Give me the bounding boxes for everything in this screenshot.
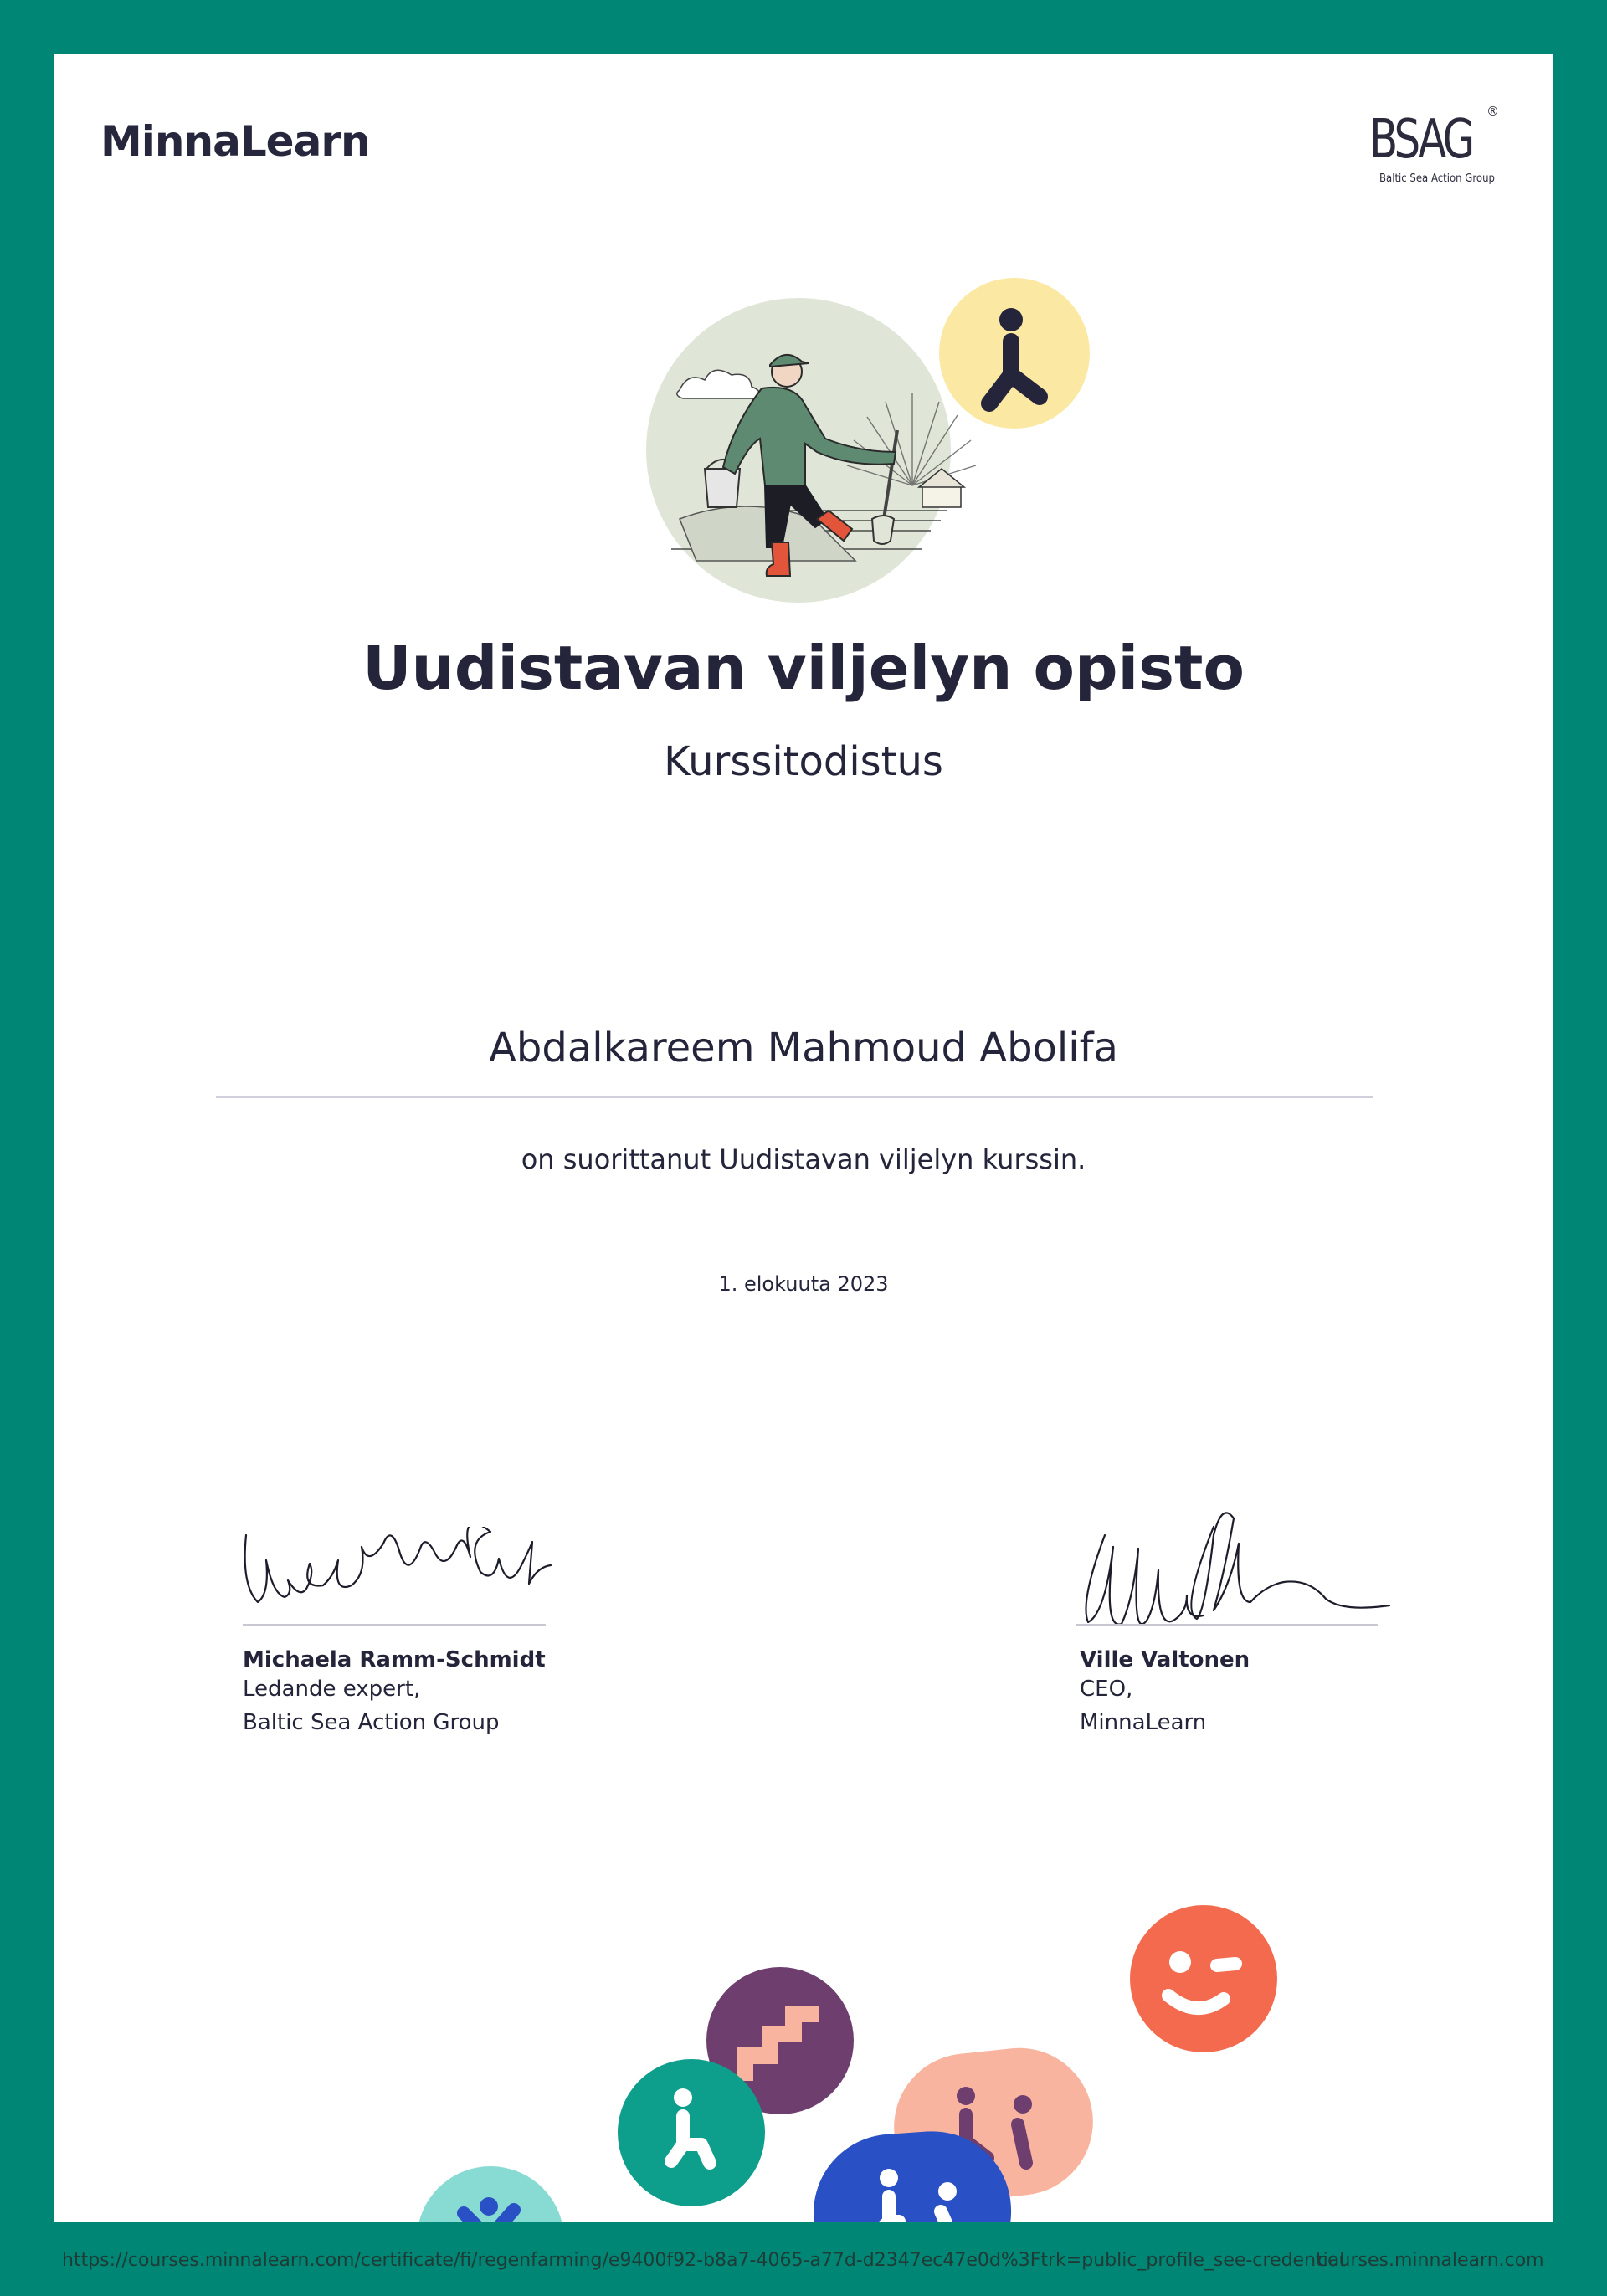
bsag-logo-wordmark: BSAG	[1369, 109, 1472, 171]
name-underline	[216, 1096, 1373, 1098]
farmer-illustration	[646, 243, 1098, 611]
minnalearn-logo: MinnaLearn	[100, 117, 370, 166]
registered-mark: ®	[1486, 104, 1499, 119]
completion-date: 1. elokuuta 2023	[718, 1272, 889, 1296]
signer-organization: MinnaLearn	[1080, 1710, 1207, 1735]
signature-block-right	[1080, 1502, 1398, 1739]
signer-role: Ledande expert,	[243, 1677, 421, 1702]
signature-right-handwriting	[1080, 1502, 1398, 1624]
completion-statement: on suorittanut Uudistavan viljelyn kurssin.	[521, 1143, 1086, 1175]
smiley-badge-icon	[1130, 1905, 1277, 2052]
teal-figure-badge-icon	[618, 2059, 765, 2206]
signer-organization: Baltic Sea Action Group	[243, 1710, 500, 1735]
signature-rule	[1076, 1624, 1378, 1626]
signature-rule	[243, 1624, 546, 1626]
certificate-subtitle: Kurssitodistus	[664, 738, 943, 785]
recipient-name: Abdalkareem Mahmoud Abolifa	[489, 1025, 1118, 1071]
site-domain: courses.minnalearn.com	[1317, 2250, 1544, 2271]
signer-name: Ville Valtonen	[1080, 1647, 1250, 1672]
signature-block-left	[243, 1527, 561, 1739]
signature-left-handwriting	[243, 1527, 561, 1624]
certificate-page	[54, 54, 1553, 2222]
decorative-badges	[54, 1853, 1553, 2222]
mint-figure-badge-icon	[417, 2166, 564, 2222]
bsag-logo	[1359, 99, 1507, 191]
footer-bar	[0, 2243, 1607, 2277]
course-title: Uudistavan viljelyn opisto	[362, 633, 1245, 703]
certificate-url: https://courses.minnalearn.com/certificate/fi/regenfarming/e9400f92-b8a7-4065-a77d-d2347ec47e0d%3Ftrk=public_profile_see-credential	[62, 2250, 1345, 2271]
signer-role: CEO,	[1080, 1677, 1133, 1702]
signer-name: Michaela Ramm-Schmidt	[243, 1647, 546, 1672]
bsag-logo-subtitle: Baltic Sea Action Group	[1379, 172, 1495, 185]
